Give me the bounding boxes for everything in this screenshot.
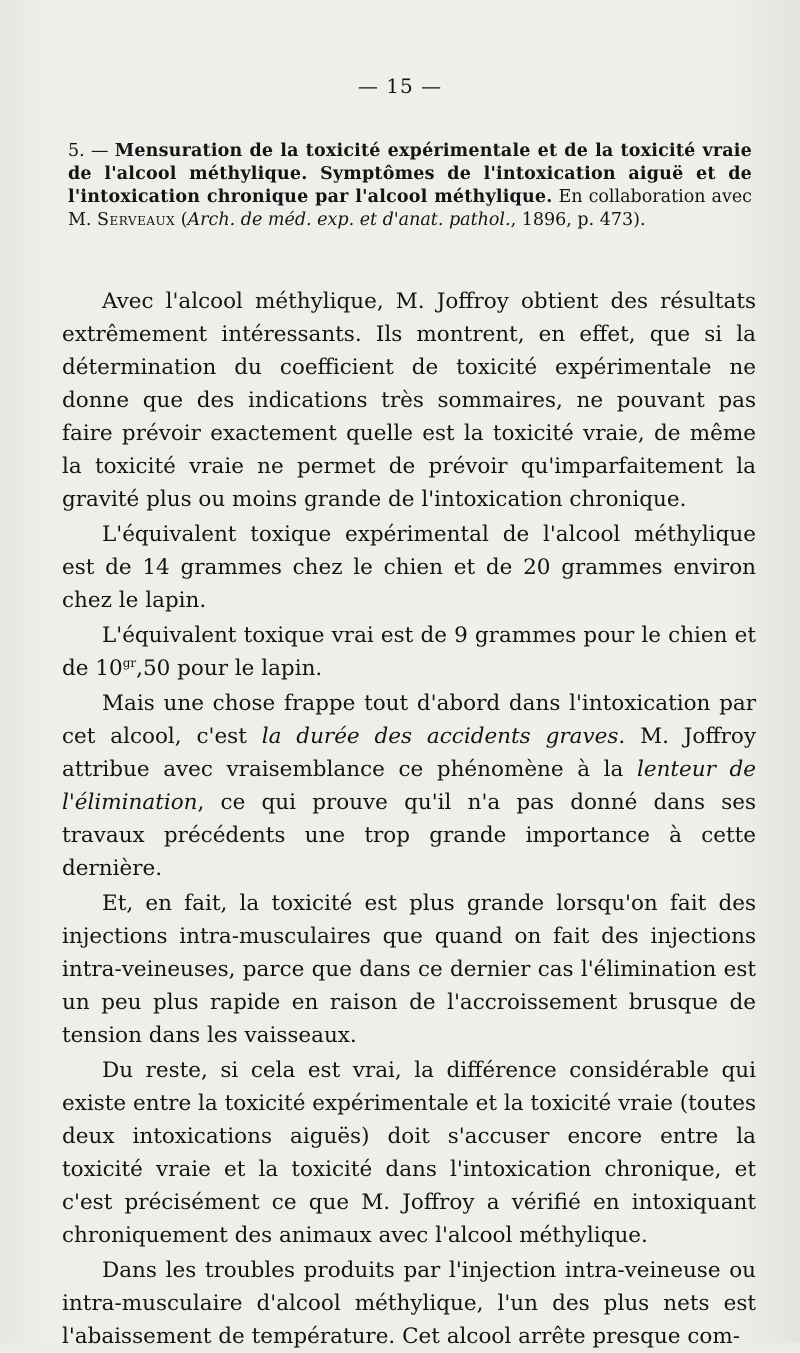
paragraph: L'équivalent toxique expérimental de l'alcool méthylique est de 14 grammes chez le chien et de 20 grammes environ chez le lapin. [62, 522, 756, 613]
paragraph: Et, en fait, la toxicité est plus grande lorsqu'on fait des injections intra-musculaires que quand on fait des injections intra-veineuses, parce que dans ce dernier cas l'élimination est un peu plus rapide en raison de l'accroissement brusque de tension dans les vaisseaux. [62, 891, 756, 1048]
paragraph-text: ,50 pour le lapin. [136, 656, 323, 681]
paragraph-text: Mais une chose frappe tout d'abord dans l'intoxication par cet alcool, c'est [62, 691, 756, 749]
reference-open: ( [175, 210, 188, 230]
heading-dash: — [84, 141, 115, 161]
paragraph [62, 619, 756, 685]
journal-title: Arch. de méd. exp. et d'anat. pathol. [187, 210, 511, 230]
emphasis-text: la durée des accidents graves [261, 724, 619, 749]
page-number: — 15 — [357, 74, 443, 98]
paragraph-text: L'équivalent toxique vrai est de 9 grammes pour le chien et de 10 [62, 623, 756, 681]
collaboration-text: En collaboration avec M. [68, 187, 752, 230]
paragraph [62, 687, 756, 885]
section-number: 5. [68, 141, 85, 161]
paragraph-text: . M. Joffroy attribue avec vraisemblance ce phénomène à la [62, 724, 757, 782]
section-title: Mensuration de la toxicité expérimentale et de la toxicité vraie de l'alcool méthylique. Symptômes de l'intoxication aiguë et de l'intoxication chronique par l'alcool méthylique. [68, 141, 752, 207]
paragraph: Avec l'alcool méthylique, M. Joffroy obtient des résultats extrêmement intéressants. Ils montrent, en effet, que si la détermination du coefficient de toxicité expérimentale ne donne que des indications très sommaires, ne pouvant pas faire prévoir exactement quelle est la toxicité vraie, de même la toxicité vraie ne permet de prévoir qu'imparfaitement la gravité plus ou moins grande de l'intoxication chronique. [62, 289, 756, 512]
body-text [62, 285, 756, 1353]
paragraph-text: , ce qui prouve qu'il n'a pas donné dans ses travaux précédents une trop grande importance à cette dernière. [62, 790, 756, 881]
reference-close: , 1896, p. 473). [510, 210, 646, 230]
unit-superscript: gr [122, 655, 137, 670]
paragraph: Dans les troubles produits par l'injection intra-veineuse ou intra-musculaire d'alcool méthylique, l'un des plus nets est l'abaissement de température. Cet alcool arrête presque com- [62, 1258, 756, 1349]
paragraph: Du reste, si cela est vrai, la différence considérable qui existe entre la toxicité expérimentale et la toxicité vraie (toutes deux intoxications aiguës) doit s'accuser encore entre la toxicité vraie et la toxicité dans l'intoxication chronique, et c'est précisément ce que M. Joffroy a vérifié en intoxiquant chroniquement des animaux avec l'alcool méthylique. [62, 1058, 756, 1248]
collaborator-name: Serveaux [97, 210, 176, 230]
emphasis-text: lenteur de l'élimination [62, 757, 756, 815]
section-heading [68, 140, 752, 232]
